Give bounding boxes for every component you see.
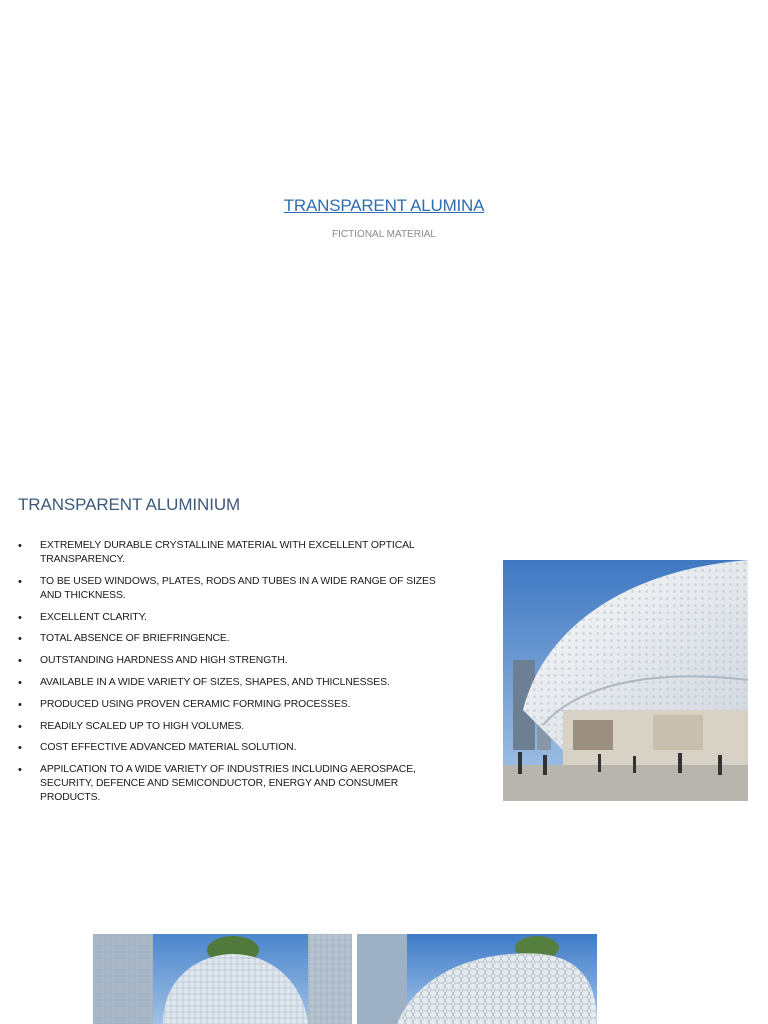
list-item: [18, 698, 448, 712]
list-item-text: PRODUCED USING PROVEN CERAMIC FORMING PROCESSES.: [40, 698, 351, 710]
bullet-icon: •: [18, 611, 22, 624]
page-subtitle: FICTIONAL MATERIAL: [332, 229, 436, 240]
bullet-icon: •: [18, 575, 22, 588]
list-item: [18, 632, 448, 646]
list-item-text: TO BE USED WINDOWS, PLATES, RODS AND TUBES IN A WIDE RANGE OF SIZES AND THICKNESS.: [40, 575, 436, 601]
list-item-text: OUTSTANDING HARDNESS AND HIGH STRENGTH.: [40, 655, 288, 667]
bullet-icon: •: [18, 720, 22, 733]
list-item-text: EXCELLENT CLARITY.: [40, 611, 147, 623]
bullet-icon: •: [18, 764, 22, 777]
bullet-icon: •: [18, 540, 22, 552]
list-item-text: EXTREMELY DURABLE CRYSTALLINE MATERIAL WITH EXCELLENT OPTICAL TRANSPARENCY.: [40, 540, 415, 565]
list-item: [18, 676, 448, 690]
bullet-icon: •: [18, 655, 22, 668]
list-item: [18, 611, 448, 625]
list-item: [18, 741, 448, 755]
list-item: [18, 720, 448, 734]
list-item: [18, 654, 448, 668]
list-item-text: TOTAL ABSENCE OF BRIEFRINGENCE.: [40, 633, 230, 645]
dome-building-photo-left: [93, 934, 352, 1024]
bullet-icon: •: [18, 633, 22, 646]
building-facade-photo: [503, 560, 748, 801]
bullet-icon: •: [18, 742, 22, 755]
bullet-icon: •: [18, 698, 22, 711]
page-title: TRANSPARENT ALUMINA: [283, 196, 485, 215]
section-heading: TRANSPARENT ALUMINIUM: [18, 495, 241, 514]
dome-building-photo-right: [357, 934, 597, 1024]
list-item: [18, 539, 448, 567]
list-item-text: READILY SCALED UP TO HIGH VOLUMES.: [40, 720, 245, 732]
list-item-text: AVAILABLE IN A WIDE VARIETY OF SIZES, SHAPES, AND THICLNESSES.: [40, 676, 390, 688]
list-item: [18, 575, 448, 603]
feature-list: [18, 539, 448, 813]
list-item-text: COST EFFECTIVE ADVANCED MATERIAL SOLUTION.: [40, 742, 297, 754]
bullet-icon: •: [18, 676, 22, 689]
list-item: [18, 763, 448, 805]
list-item-text: APPILCATION TO A WIDE VARIETY OF INDUSTRIES INCLUDING AEROSPACE, SECURITY, DEFENCE AND SEMICONDUCTOR, ENERGY AND CONSUMER PRODUCTS.: [40, 764, 416, 804]
